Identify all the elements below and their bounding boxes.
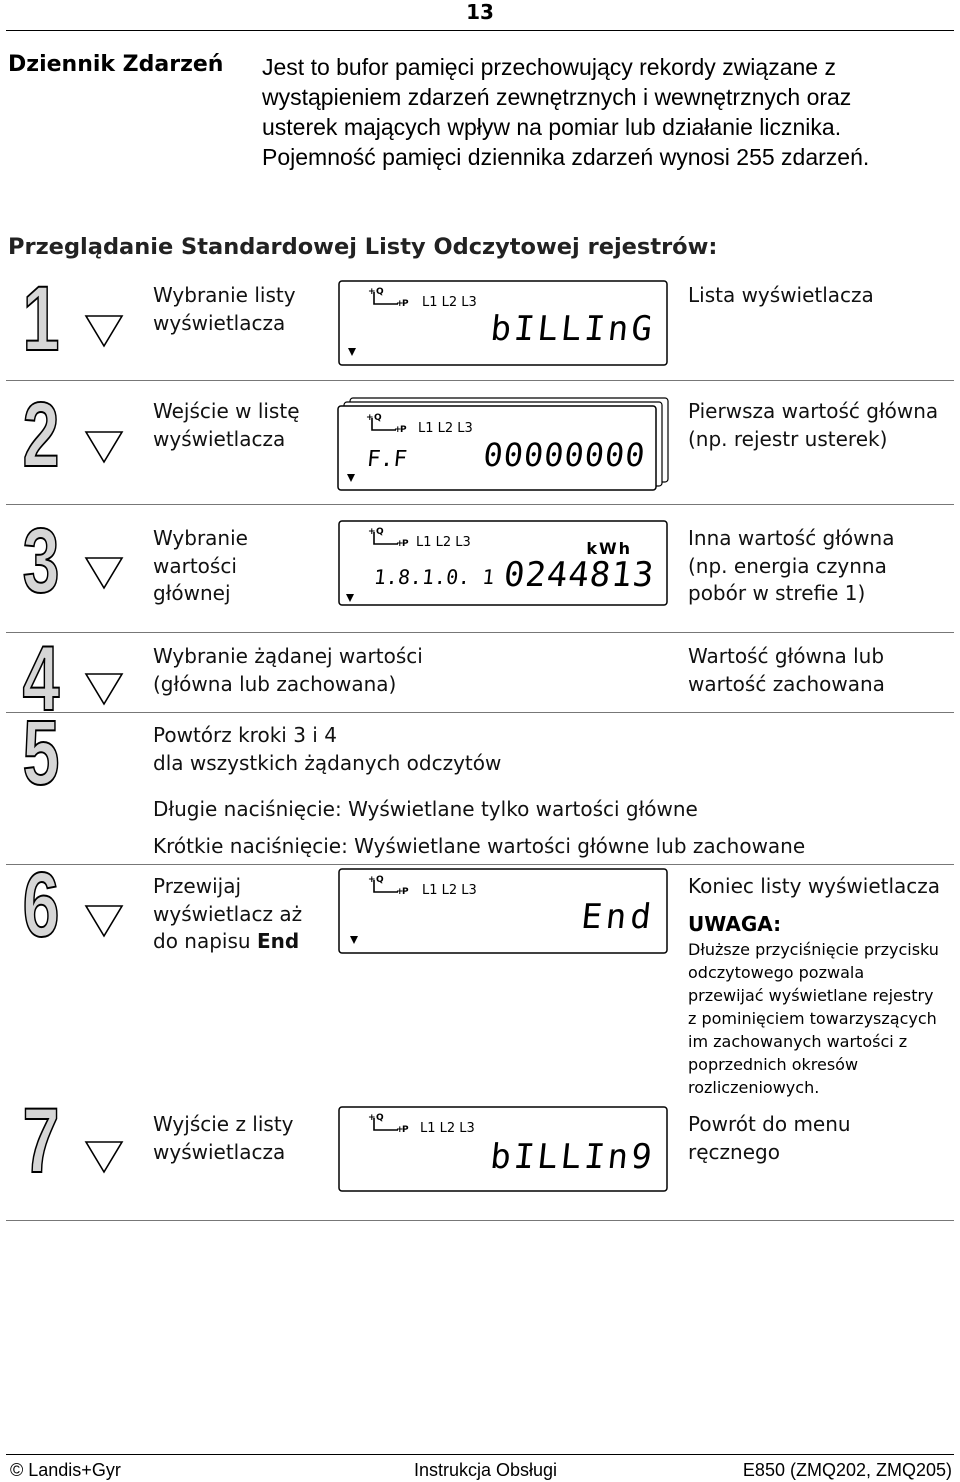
action-line: Wybranie bbox=[153, 526, 248, 550]
svg-text:+: + bbox=[394, 425, 402, 435]
result-line: (np. rejestr usterek) bbox=[688, 426, 888, 451]
result-line: pobór w strefie 1) bbox=[688, 581, 866, 605]
phase-indicators: L1 L2 L3 bbox=[422, 295, 477, 310]
result-line: Powrót do menu bbox=[688, 1112, 851, 1136]
step-7-action bbox=[153, 1111, 294, 1166]
lcd-unit: kWh bbox=[586, 539, 632, 558]
svg-text:+: + bbox=[396, 539, 404, 549]
svg-text:Q: Q bbox=[374, 413, 382, 423]
intro-line: Jest to bufor pamięci przechowujący rekordy związane z bbox=[262, 54, 836, 80]
svg-text:1: 1 bbox=[22, 280, 60, 360]
step-divider bbox=[6, 1220, 954, 1221]
svg-text:+: + bbox=[396, 1125, 404, 1135]
section-intro bbox=[262, 52, 952, 172]
svg-text:Q: Q bbox=[376, 875, 384, 885]
result-line: Pierwsza wartość główna bbox=[688, 399, 939, 423]
step-4-action bbox=[153, 643, 423, 698]
action-line: dla wszystkich żądanych odczytów bbox=[153, 750, 502, 775]
step-4-result bbox=[688, 643, 885, 698]
svg-text:3: 3 bbox=[22, 522, 60, 602]
action-line: Wejście w listę bbox=[153, 399, 300, 423]
lcd-main-value: 0244813 bbox=[501, 555, 657, 595]
svg-text:+: + bbox=[396, 299, 404, 309]
step-number-1 bbox=[14, 280, 68, 360]
section-heading: Przeglądanie Standardowej Listy Odczytowej rejestrów: bbox=[8, 234, 718, 260]
step-number-5 bbox=[14, 714, 68, 794]
svg-text:Q: Q bbox=[376, 287, 384, 297]
step-2-result bbox=[688, 398, 938, 453]
action-line: wyświetlacz aż bbox=[153, 901, 303, 926]
result-line: Wartość główna lub bbox=[688, 644, 885, 668]
lcd-display bbox=[338, 1106, 668, 1192]
lcd-main-value: End bbox=[579, 897, 657, 937]
lcd-display bbox=[338, 868, 668, 954]
step-number-2 bbox=[14, 396, 68, 476]
intro-line: Pojemność pamięci dziennika zdarzeń wynosi 255 zdarzeń. bbox=[262, 144, 870, 170]
step-divider bbox=[6, 712, 954, 713]
svg-text:Q: Q bbox=[376, 1113, 384, 1123]
lcd-main-value: bILLIn9 bbox=[488, 1137, 657, 1177]
intro-line: usterek mających wpływ na pomiar lub działanie licznika. bbox=[262, 114, 842, 140]
intro-line: wystąpieniem zdarzeń zewnętrznych i wewnętrznych oraz bbox=[262, 84, 852, 110]
note-line: poprzednich okresów bbox=[688, 1055, 859, 1074]
press-note-long: Długie naciśnięcie: Wyświetlane tylko wartości główne bbox=[153, 797, 698, 821]
lcd-display bbox=[338, 520, 668, 606]
svg-text:P: P bbox=[402, 299, 409, 309]
phase-indicators: L1 L2 L3 bbox=[418, 421, 473, 436]
action-line: wyświetlacza bbox=[153, 310, 286, 335]
lcd-code-value: F.F bbox=[365, 447, 409, 472]
note-line: przewijać wyświetlane rejestry bbox=[688, 986, 934, 1005]
action-line: wyświetlacza bbox=[153, 426, 286, 451]
lcd-main-value: bILLInG bbox=[488, 309, 657, 349]
press-note-short: Krótkie naciśnięcie: Wyświetlane wartości główne lub zachowane bbox=[153, 834, 806, 858]
step-6-result: Koniec listy wyświetlacza bbox=[688, 874, 941, 898]
note-title: UWAGA: bbox=[688, 912, 782, 936]
scroll-button-icon bbox=[84, 904, 124, 938]
phase-indicators: L1 L2 L3 bbox=[416, 535, 471, 550]
lcd-display-stack bbox=[336, 394, 670, 494]
svg-text:4: 4 bbox=[22, 640, 60, 720]
svg-text:+: + bbox=[366, 413, 374, 423]
action-text: do napisu bbox=[153, 929, 251, 953]
page-number: 13 bbox=[466, 0, 494, 24]
svg-text:P: P bbox=[402, 887, 409, 897]
top-divider bbox=[6, 30, 954, 31]
footer-model: E850 (ZMQ202, ZMQ205) bbox=[742, 1460, 952, 1480]
step-number-6 bbox=[14, 866, 68, 946]
svg-text:2: 2 bbox=[22, 396, 60, 476]
svg-text:+: + bbox=[396, 887, 404, 897]
svg-text:+: + bbox=[368, 287, 376, 297]
step-3-result bbox=[688, 525, 894, 608]
note-line: z pominięciem towarzyszących bbox=[688, 1009, 937, 1028]
footer-divider bbox=[6, 1454, 954, 1455]
note-line: Dłuższe przyciśnięcie przycisku bbox=[688, 940, 939, 959]
step-1-result bbox=[688, 282, 874, 310]
footer-copyright: © Landis+Gyr bbox=[10, 1460, 121, 1480]
action-line: wyświetlacza bbox=[153, 1139, 286, 1164]
lcd-display bbox=[338, 280, 668, 366]
action-line: (główna lub zachowana) bbox=[153, 671, 397, 696]
step-divider bbox=[6, 380, 954, 381]
action-line bbox=[153, 928, 302, 956]
svg-text:P: P bbox=[402, 1125, 409, 1135]
svg-text:P: P bbox=[400, 425, 407, 435]
step-5-action bbox=[153, 722, 501, 777]
step-6-action bbox=[153, 873, 302, 956]
step-number-3 bbox=[14, 522, 68, 602]
svg-text:6: 6 bbox=[22, 866, 60, 946]
action-line: głównej bbox=[153, 581, 231, 605]
step-7-result bbox=[688, 1111, 851, 1166]
phase-indicators: L1 L2 L3 bbox=[420, 1121, 475, 1136]
step-3-action bbox=[153, 525, 248, 608]
note-line: im zachowanych wartości z bbox=[688, 1032, 908, 1051]
action-line: Przewijaj bbox=[153, 874, 242, 898]
step-divider bbox=[6, 864, 954, 865]
step-number-4 bbox=[14, 640, 68, 720]
phase-indicators: L1 L2 L3 bbox=[422, 883, 477, 898]
result-line: (np. energia czynna bbox=[688, 553, 887, 578]
svg-text:P: P bbox=[402, 539, 409, 549]
svg-text:+: + bbox=[368, 527, 376, 537]
svg-text:+: + bbox=[368, 1113, 376, 1123]
lcd-code-value: 1.8.1.0. 1 bbox=[372, 565, 496, 589]
svg-text:Q: Q bbox=[376, 527, 384, 537]
section-label: Dziennik Zdarzeń bbox=[8, 52, 224, 77]
step-number-7 bbox=[14, 1102, 68, 1182]
scroll-button-icon bbox=[84, 314, 124, 348]
action-keyword: End bbox=[256, 929, 300, 953]
lcd-main-value: 00000000 bbox=[481, 436, 648, 474]
svg-text:+: + bbox=[368, 875, 376, 885]
result-line: Inna wartość główna bbox=[688, 526, 895, 550]
svg-text:7: 7 bbox=[22, 1102, 60, 1182]
action-line: Powtórz kroki 3 i 4 bbox=[153, 723, 337, 747]
svg-text:5: 5 bbox=[22, 714, 60, 794]
note-line: rozliczeniowych. bbox=[688, 1078, 820, 1097]
step-divider bbox=[6, 632, 954, 633]
note-line: odczytowego pozwala bbox=[688, 963, 865, 982]
action-line: Wybranie żądanej wartości bbox=[153, 644, 423, 668]
scroll-button-icon bbox=[84, 556, 124, 590]
step-divider bbox=[6, 504, 954, 505]
note-body bbox=[688, 938, 939, 1099]
step-2-action bbox=[153, 398, 300, 453]
result-line: ręcznego bbox=[688, 1139, 780, 1164]
scroll-button-icon bbox=[84, 1140, 124, 1174]
footer-title: Instrukcja Obsługi bbox=[414, 1460, 558, 1480]
action-line: Wybranie listy bbox=[153, 283, 296, 307]
result-line: wartość zachowana bbox=[688, 671, 885, 696]
result-line: Lista wyświetlacza bbox=[688, 283, 874, 307]
action-line: Wyjście z listy bbox=[153, 1112, 294, 1136]
step-1-action bbox=[153, 282, 296, 337]
scroll-button-icon bbox=[84, 672, 124, 706]
action-line: wartości bbox=[153, 553, 237, 578]
scroll-button-icon bbox=[84, 430, 124, 464]
